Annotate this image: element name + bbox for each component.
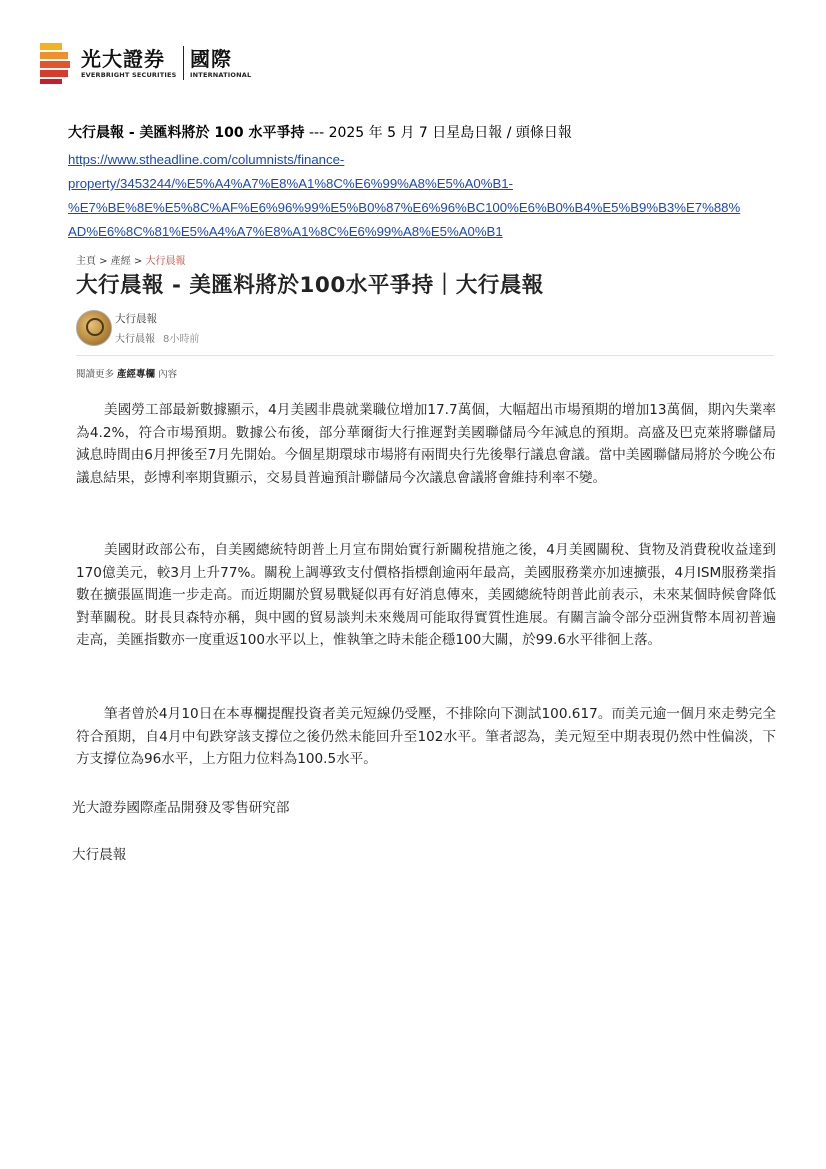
read-more-line — [76, 366, 177, 380]
article-paragraph-1: 美國勞工部最新數據顯示，4月美國非農就業職位增加17.7萬個，大幅超出市場預期的增加13萬個，期內失業率為4.2%，符合市場預期。數據公布後，部分華爾街大行推遲對美國聯儲局今年減息的預期。高盛及巴克萊將聯儲局減息時間由6月押後至7月先開始。今個星期環球市場將有兩間央行先後舉行議息會議。當中美國聯儲局將於今晚公布議息結果，彭博利率期貨顯示，交易員普遍預計聯儲局今次議息會議將會維持利率不變。 — [76, 402, 776, 486]
logo-name-cn: 光大證券 — [81, 46, 165, 71]
logo-name-en: EVERBRIGHT SECURITIES — [81, 70, 177, 79]
author-block — [76, 310, 199, 346]
author-meta-name: 大行晨報 — [115, 334, 155, 345]
url-line-1[interactable]: https://www.stheadline.com/columnists/finance- — [68, 152, 345, 167]
read-more-suffix: 內容 — [155, 369, 178, 380]
read-more-link[interactable]: 產經專欄 — [117, 369, 156, 380]
headline-title: 大行晨報 - 美匯料將於 100 水平爭持 — [68, 125, 305, 141]
breadcrumb-home[interactable]: 主頁 — [76, 256, 96, 267]
divider — [76, 355, 774, 356]
breadcrumb-sep-2: > — [130, 256, 146, 267]
logo-divider — [183, 46, 185, 80]
url-line-2[interactable]: property/3453244/%E5%A4%A7%E8%A1%8C%E6%99%A8%E5%A0%B1- — [68, 176, 513, 191]
breadcrumb-current[interactable]: 大行晨報 — [145, 256, 186, 267]
breadcrumb — [76, 252, 186, 267]
article-title: 大行晨報 - 美匯料將於100水平爭持｜大行晨報 — [76, 273, 544, 298]
author-name[interactable]: 大行晨報 — [115, 313, 157, 325]
headline-source: --- 2025 年 5 月 7 日星島日報 / 頭條日報 — [304, 125, 572, 141]
author-avatar[interactable] — [76, 310, 112, 346]
signature-department: 光大證券國際產品開發及零售研究部 — [72, 800, 290, 816]
source-url-link[interactable] — [68, 148, 788, 244]
article-paragraph-2: 美國財政部公布，自美國總統特朗普上月宣布開始實行新關稅措施之後，4月美國關稅、貨物及消費稅收益達到170億美元，較3月上升77%。關稅上調導致支付價格指標創逾兩年最高，美國服務業亦加速擴張，4月ISM服務業指數在擴張區間進一步走高。而近期關於貿易戰疑似再有好消息傳來，美國總統特朗普此前表示，未來某個時候會降低對華關稅。財長貝森特亦稱，與中國的貿易談判未來幾周可能取得實質性進展。有關言論令部分亞洲貨幣本周初普遍走高，美匯指數亦一度重返100水平以上，惟執筆之時未能企穩100大關，於99.6水平徘徊上落。 — [76, 542, 776, 648]
url-line-4[interactable]: AD%E6%8C%81%E5%A4%A7%E8%A1%8C%E6%99%A8%E5%A0%B1 — [68, 224, 503, 239]
signature-column: 大行晨報 — [72, 847, 127, 863]
article-paragraph-3: 筆者曾於4月10日在本專欄提醒投資者美元短線仍受壓，不排除向下測試100.617。而美元逾一個月來走勢完全符合預期，自4月中旬跌穿該支撐位之後仍然未能回升至102水平。筆者認為，美元短至中期表現仍然中性偏淡，下方支撐位為96水平，上方阻力位料為100.5水平。 — [76, 706, 776, 767]
company-logo — [38, 40, 251, 86]
breadcrumb-section[interactable]: 產經 — [110, 256, 131, 267]
logo-intl-en: INTERNATIONAL — [190, 70, 252, 79]
logo-intl-cn: 國際 — [190, 46, 233, 71]
document-headline — [68, 122, 788, 144]
url-line-3[interactable]: %E7%BE%8E%E5%8C%AF%E6%96%99%E5%B0%87%E6%96%BC100%E6%B0%B4%E5%B9%B3%E7%88% — [68, 200, 741, 215]
logo-mark-icon — [38, 41, 72, 85]
read-more-prefix: 閱讀更多 — [76, 369, 118, 380]
breadcrumb-sep-1: > — [96, 256, 111, 267]
publish-time: 8小時前 — [163, 334, 200, 345]
